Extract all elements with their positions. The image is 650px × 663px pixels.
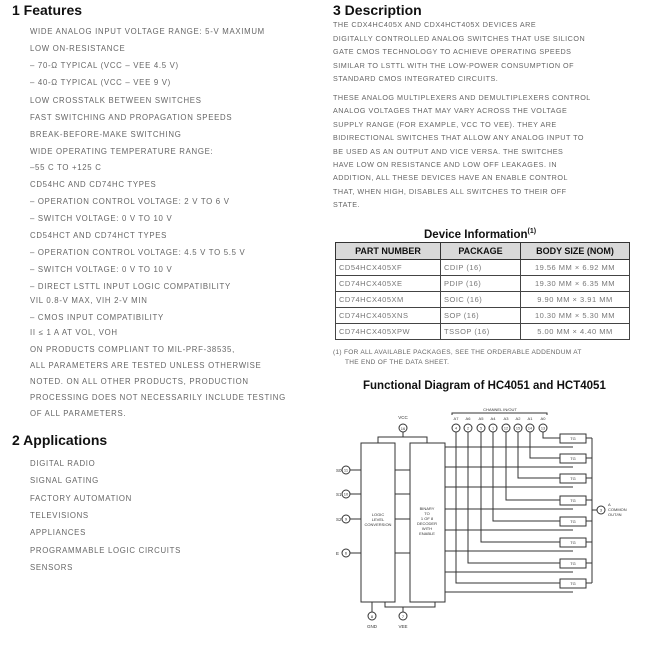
applications-heading: 2 Applications (12, 432, 108, 448)
input-pin-number: 9 (344, 516, 348, 522)
table-footnote-2: THE END OF THE DATA SHEET. (345, 359, 450, 366)
input-pin-number: 6 (344, 550, 348, 556)
common-label: A (608, 502, 611, 507)
feature-line: – SWITCH VOLTAGE: 0 V TO 10 V (30, 214, 173, 223)
table-cell: CD54HCX405XF (336, 260, 441, 276)
tg-label: TG (570, 498, 576, 503)
description-line: GATE CMOS TECHNOLOGY TO ACHIEVE OPERATING SPEEDS (333, 47, 572, 57)
features-heading: 1 Features (12, 2, 83, 18)
vee-pin-number: 7 (401, 614, 405, 619)
table-cell: CD74HCX405XPW (336, 324, 441, 340)
gnd-label: GND (367, 624, 377, 629)
channel-name: A6 (465, 416, 471, 421)
table-cell: PDIP (16) (441, 276, 521, 292)
feature-line: II ≤ 1 A AT VOL, VOH (30, 328, 118, 337)
channel-pin-number: 4 (454, 426, 458, 431)
channel-name: A3 (503, 416, 509, 421)
decoder-box-label: TO (424, 511, 430, 516)
tg-label: TG (570, 456, 576, 461)
input-label: S2 (336, 517, 342, 522)
feature-line: CD54HCT AND CD74HCT TYPES (30, 231, 168, 240)
tg-label: TG (570, 476, 576, 481)
input-label: S1 (336, 492, 342, 497)
channel-name: A5 (478, 416, 484, 421)
table-cell: 9.90 MM × 3.91 MM (521, 292, 630, 308)
channel-wire (530, 432, 560, 458)
table-cell: 10.30 MM × 5.30 MM (521, 308, 630, 324)
description-heading: 3 Description (333, 2, 422, 18)
table-cell: TSSOP (16) (441, 324, 521, 340)
description-line: ADDITION, ALL THESE DEVICES HAVE AN ENABLE CONTROL (333, 173, 568, 183)
tg-label: TG (570, 436, 576, 441)
decoder-box-label: 1 OF 8 (420, 516, 434, 521)
table-cell: SOIC (16) (441, 292, 521, 308)
feature-line: WIDE OPERATING TEMPERATURE RANGE: (30, 147, 214, 156)
channel-wire (468, 432, 560, 563)
decoder-box-label: WITH (421, 526, 433, 531)
channel-name: A7 (453, 416, 459, 421)
application-item: DIGITAL RADIO (30, 459, 96, 468)
feature-line: NOTED. ON ALL OTHER PRODUCTS, PRODUCTION (30, 377, 249, 386)
feature-line: FAST SWITCHING AND PROPAGATION SPEEDS (30, 113, 233, 122)
channel-pin-number: 2 (466, 426, 470, 431)
vcc-label: VCC (398, 415, 408, 420)
feature-line: CD54HC AND CD74HC TYPES (30, 180, 157, 189)
channel-pin-number: 5 (479, 426, 483, 431)
table-cell: SOP (16) (441, 308, 521, 324)
table-footnote-1: (1) FOR ALL AVAILABLE PACKAGES, SEE THE ORDERABLE ADDENDUM AT (333, 349, 582, 356)
feature-line: – OPERATION CONTROL VOLTAGE: 2 V TO 6 V (30, 197, 230, 206)
description-line: BIDIRECTIONAL SWITCHES THAT ALLOW ANY ANALOG INPUT TO (333, 133, 584, 143)
common-label: OUT/IN (608, 512, 622, 517)
tg-label: TG (570, 581, 576, 586)
feature-line: – DIRECT LSTTL INPUT LOGIC COMPATIBILITY (30, 282, 231, 291)
application-item: APPLIANCES (30, 528, 86, 538)
col-body-size: BODY SIZE (NOM) (521, 243, 630, 260)
feature-line: ON PRODUCTS COMPLIANT TO MIL-PRF-38535, (30, 345, 235, 354)
description-line: THE CDX4HC405X AND CDX4HCT405X DEVICES ARE (333, 20, 537, 29)
tg-label: TG (570, 540, 576, 545)
feature-line: LOW CROSSTALK BETWEEN SWITCHES (30, 96, 202, 105)
table-cell: CDIP (16) (441, 260, 521, 276)
channel-label: CHANNEL IN/OUT (483, 407, 517, 412)
input-pin-number: 11 (343, 467, 349, 473)
feature-line: OF ALL PARAMETERS. (30, 409, 127, 418)
channel-pin-number: 15 (515, 426, 521, 431)
channel-name: A0 (540, 416, 546, 421)
feature-line: BREAK-BEFORE-MAKE SWITCHING (30, 130, 182, 139)
description-line: ANALOG VOLTAGES THAT MAY VARY ACROSS THE VOLTAGE (333, 106, 568, 116)
logic-box-label: LOGIC (371, 512, 385, 517)
table-cell: CD74HCX405XNS (336, 308, 441, 324)
device-info-title: Device Information$^{(1)}$ (424, 228, 537, 241)
channel-name: A4 (490, 416, 496, 421)
logic-box-label: LEVEL (371, 517, 385, 522)
application-item: SENSORS (30, 562, 74, 572)
tg-label: TG (570, 561, 576, 566)
channel-bracket (452, 413, 547, 415)
common-pin-number: 3 (599, 507, 603, 513)
application-item: TELEVISIONS (30, 510, 89, 520)
description-line: SUPPLY RANGE (FOR EXAMPLE, VCC TO VEE). THEY ARE (333, 119, 557, 129)
decoder-box-label: DECODER (416, 521, 438, 526)
channel-pin-number: 12 (503, 426, 509, 431)
table-cell: CD74HCX405XE (336, 276, 441, 292)
application-item: PROGRAMMABLE LOGIC CIRCUITS (30, 545, 182, 555)
table-cell: 19.30 MM × 6.35 MM (521, 276, 630, 292)
input-pin-number: 10 (343, 491, 349, 497)
logic-box-label: CONVERSION (364, 522, 392, 527)
tg-label: TG (570, 519, 576, 524)
channel-wire (543, 432, 560, 438)
channel-pin-number: 14 (527, 426, 533, 431)
bottom-wires (372, 602, 435, 612)
col-part-number: PART NUMBER (336, 243, 441, 260)
application-item: FACTORY AUTOMATION (30, 493, 132, 503)
feature-line: – CMOS INPUT COMPATIBILITY (30, 313, 164, 322)
channel-wire (493, 432, 560, 521)
vee-label: VEE (398, 624, 408, 629)
description-line: DIGITALLY CONTROLLED ANALOG SWITCHES THAT USE SILICON (333, 33, 586, 43)
description-line: BE USED AS AN OUTPUT AND VICE VERSA. THE SWITCHES (333, 146, 564, 156)
table-cell: CD74HCX405XM (336, 292, 441, 308)
channel-wire (518, 432, 560, 478)
channel-name: A2 (515, 416, 521, 421)
table-cell: 5.00 MM × 4.40 MM (521, 324, 630, 340)
feature-line: – 70-Ω TYPICAL (VCC – VEE 4.5 V) (30, 61, 179, 70)
feature-line: –55 C TO +125 C (30, 163, 102, 172)
description-line: THESE ANALOG MULTIPLEXERS AND DEMULTIPLEXERS CONTROL (333, 93, 591, 102)
feature-line: VIL 0.8-V MAX, VIH 2-V MIN (30, 296, 148, 305)
decoder-box-label: BINARY (419, 506, 435, 511)
feature-line: – SWITCH VOLTAGE: 0 V TO 10 V (30, 265, 173, 274)
channel-wire (456, 432, 560, 583)
channel-name: A1 (527, 416, 533, 421)
table-cell: 19.56 MM × 6.92 MM (521, 260, 630, 276)
description-line: THAT, WHEN HIGH, DISABLES ALL SWITCHES TO THEIR OFF (333, 186, 567, 196)
feature-line: WIDE ANALOG INPUT VOLTAGE RANGE: 5-V MAXIMUM (30, 27, 265, 36)
diagram-title: Functional Diagram of HC4051 and HCT4051 (363, 380, 606, 392)
description-line: STANDARD CMOS INTEGRATED CIRCUITS. (333, 74, 499, 84)
feature-line: PROCESSING DOES NOT NECESSARILY INCLUDE TESTING (30, 393, 286, 402)
common-label: COMMON (608, 507, 627, 512)
feature-line: LOW ON-RESISTANCE (30, 44, 126, 53)
decoder-box-label: ENABLE (419, 531, 435, 536)
gnd-pin-number: 8 (370, 614, 374, 619)
vcc-wire (378, 432, 427, 443)
feature-line: – OPERATION CONTROL VOLTAGE: 4.5 V TO 5.5 V (30, 248, 246, 257)
input-label: E (336, 551, 340, 556)
channel-pin-number: 13 (540, 426, 546, 431)
description-line: HAVE LOW ON RESISTANCE AND LOW OFF LEAKAGES. IN (333, 160, 558, 169)
feature-line: – 40-Ω TYPICAL (VCC – VEE 9 V) (30, 78, 171, 87)
application-item: SIGNAL GATING (30, 476, 99, 486)
col-package: PACKAGE (441, 243, 521, 260)
vcc-pin-number: 16 (400, 426, 406, 431)
channel-wire (506, 432, 560, 500)
description-line: SIMILAR TO LSTTL WITH THE LOW-POWER CONSUMPTION OF (333, 60, 575, 70)
input-label: S0 (336, 468, 342, 473)
description-line: STATE. (333, 200, 361, 210)
channel-pin-number: 1 (491, 426, 495, 431)
feature-line: ALL PARAMETERS ARE TESTED UNLESS OTHERWISE (30, 361, 262, 370)
